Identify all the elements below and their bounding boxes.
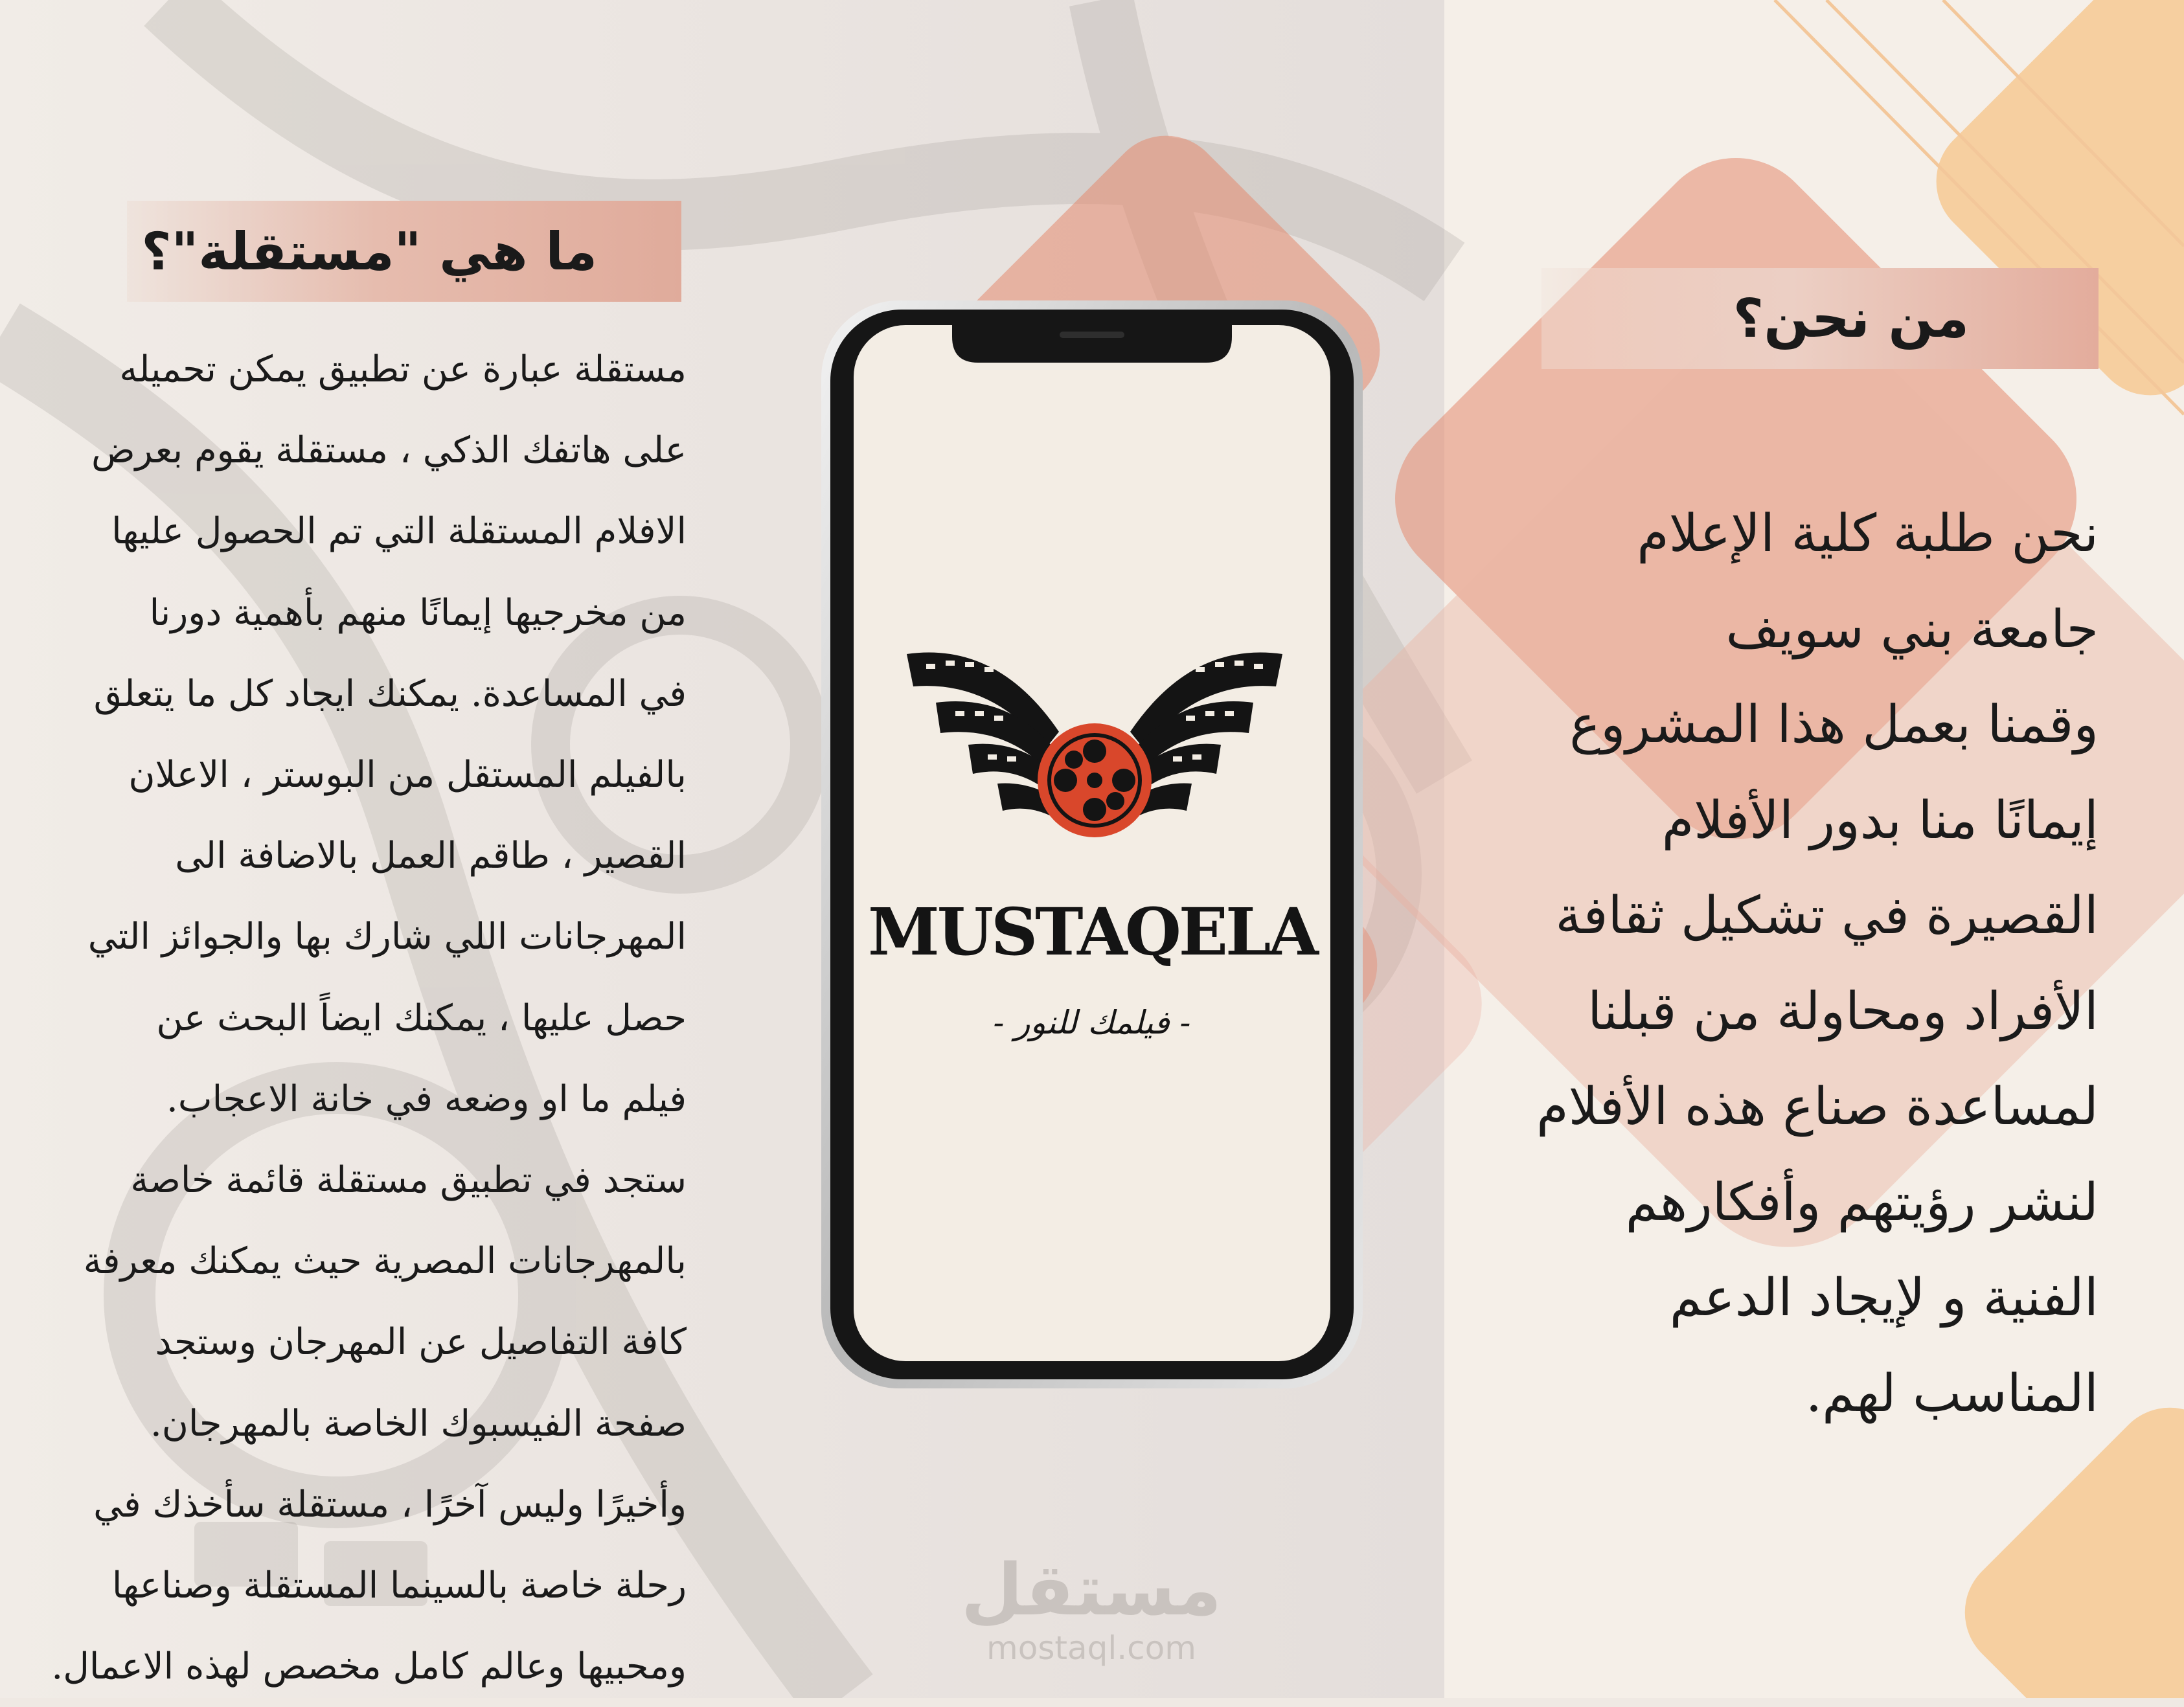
who-are-we-heading-box [1541,268,2099,369]
watermark-url: mostaql.com [986,1629,1196,1667]
paragraph-line: مستقلة عبارة عن تطبيق يمكن تحميله [119,348,687,390]
paragraph-line: الأفراد ومحاولة من قبلنا [1587,980,2099,1041]
paragraph-line: من مخرجيها إيمانًا منهم بأهمية دورنا [149,591,687,634]
paragraph-line: حصل عليها ، يمكنك ايضاً البحث عن [156,997,687,1039]
film-wings-logo-icon [900,641,1289,855]
paragraph-line: بالمهرجانات المصرية حيث يمكنك معرفة [83,1240,687,1283]
watermark-arabic: مستقل [961,1548,1222,1631]
what-is-heading: ما هي "مستقلة"؟ [141,221,597,282]
paragraph-line: إيمانًا منا بدور الأفلام [1661,789,2099,850]
paragraph-line: نحن طلبة كلية الإعلام [1637,503,2099,563]
paragraph-line: فيلم ما او وضعه في خانة الاعجاب. [166,1078,687,1120]
watermark [952,1548,1231,1667]
paragraph-line: ستجد في تطبيق مستقلة قائمة خاصة [130,1159,687,1202]
paragraph-line: على هاتفك الذكي ، مستقلة يقوم بعرض [91,429,687,472]
paragraph-line: في المساعدة. يمكنك ايجاد كل ما يتعلق [93,672,687,715]
paragraph-line: رحلة خاصة بالسينما المستقلة وصناعها [111,1565,687,1607]
app-brand-name: MUSTAQELA [868,894,1316,970]
app-tagline: - فيلمك للنور - [993,1004,1191,1041]
paragraph-line: بالفيلم المستقل من البوستر ، الاعلان [128,754,687,797]
paragraph-line: صفحة الفيسبوك الخاصة بالمهرجان. [150,1402,687,1445]
paragraph-line: لمساعدة صناع هذه الأفلام [1536,1076,2099,1136]
paragraph-line: القصير ، طاقم العمل بالاضافة الى [175,835,687,877]
paragraph-line: القصيرة في تشكيل ثقافة [1555,885,2099,945]
paragraph-line: الافلام المستقلة التي تم الحصول عليها [111,510,687,553]
paragraph-line: وأخيرًا وليس آخرًا ، مستقلة سأخذك في [93,1483,687,1526]
paragraph-line: الفنية و لإيجاد الدعم [1669,1267,2099,1328]
what-is-heading-box [127,201,681,302]
film-reel-icon [1038,723,1152,837]
who-are-we-paragraph [1535,486,2099,1441]
what-is-paragraph [45,329,687,1707]
paragraph-line: المناسب لهم. [1805,1362,2099,1423]
paragraph-line: المهرجانات اللي شارك بها والجوائز التي [87,916,687,958]
paragraph-line: وقمنا بعمل هذا المشروع [1569,694,2099,754]
paragraph-line: كافة التفاصيل عن المهرجان وستجد [155,1321,687,1364]
paragraph-line: لنشر رؤيتهم وأفكارهم [1625,1171,2099,1232]
paragraph-line: ومحبيها وعالم كامل مخصص لهذه الاعمال. [51,1645,687,1688]
paragraph-line: جامعة بني سويف [1725,598,2099,659]
who-are-we-heading: من نحن؟ [1733,288,1969,350]
